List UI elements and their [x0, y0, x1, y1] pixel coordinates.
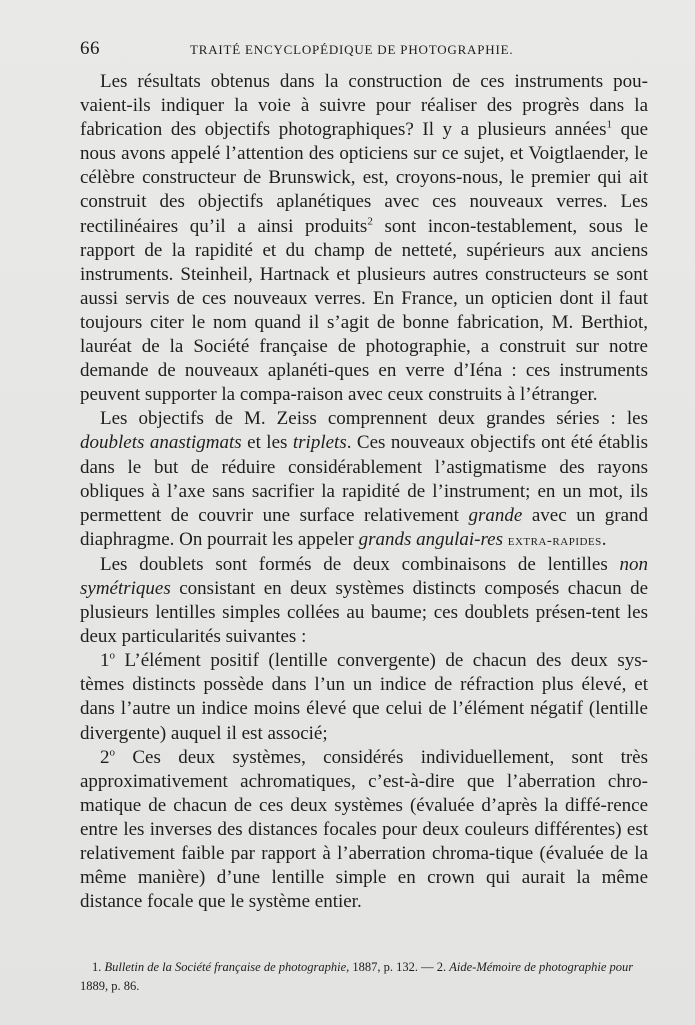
- footnotes: [80, 958, 648, 996]
- footnote-ref-2: 2: [367, 215, 373, 228]
- paragraph-5-text: Ces deux systèmes, considérés individuellement, sont très approximativement achromatiques, c’est-à-dire que l’aberration chro-matique de chacun de ces deux systèmes (évaluée d’après la diffé-rence entre les inverses des distances focales pour deux couleurs différentes) est relativement faible par rapport à l’aberration chroma-tique (évaluée de la même manière) d’une lentille simple en crown qui aurait la même distance focale que le système entier.: [80, 746, 648, 913]
- paragraph-5: [80, 746, 648, 915]
- page-number: 66: [80, 38, 100, 59]
- paragraph-2-text-b: et les: [241, 432, 293, 454]
- paragraph-2-text-c: . Ces nouveaux objectifs ont été établis dans le but de réduire considérablement l’astigmatisme des rayons obliques à l’axe sans sacrifier la rapidité de l’instrument; en un mot, ils permettent de couvrir une surface relativement: [80, 432, 648, 526]
- italic-non-symetriques: non symétriques: [80, 553, 648, 599]
- ordinal-mark-2: o: [109, 746, 115, 759]
- list-number-2: 2: [100, 746, 110, 768]
- paragraph-4-text: L’élément positif (lentille convergente) de chacun des deux sys-tèmes distincts possède dans l’un un indice de réfraction plus élevé, et dans l’autre un indice moins élevé que celui de l’élément négatif (lentille divergente) auquel il est associé;: [80, 650, 648, 744]
- italic-doublets-anastigmats: doublets anastigmats: [80, 432, 242, 454]
- paragraph-1-text-a: Les résultats obtenus dans la construction de ces instruments pou-vaient-ils indiquer la voie à suivre pour réaliser des progrès dans la fabrication des objectifs photographiques? Il y a plusieurs années: [80, 71, 648, 141]
- body-text: [80, 70, 648, 914]
- small-caps-extra-rapides: extra-rapides: [507, 532, 602, 549]
- paragraph-4: [80, 649, 648, 745]
- paragraph-2: [80, 407, 648, 553]
- footnote-2-rest: 1889, p. 86.: [80, 979, 140, 993]
- list-number-1: 1: [100, 650, 110, 672]
- paragraph-3-text-b: consistant en deux systèmes distincts composés chacun de plusieurs lentilles simples collées au baume; ces doublets présen-tent les deux particularités suivantes :: [80, 577, 648, 648]
- page-header: [80, 38, 650, 60]
- paragraph-2-text-a: Les objectifs de M. Zeiss comprennent deux grandes séries : les: [100, 408, 648, 430]
- footnote-1-number: 1.: [92, 960, 102, 974]
- paragraph-1-text-c: sont incon-testablement, sous le rapport de la rapidité et du champ de netteté, supérieurs aux anciens instruments. Steinheil, Hartnack et plusieurs autres constructeurs se sont aussi servis de ces nouveaux verres. En France, un opticien dont il faut toujours citer le nom quand il s’agit de bonne fabrication, M. Berthiot, lauréat de la Société française de photographie, a construit sur notre demande de nouveaux aplanéti-ques en verre d’Iéna : ces instruments peuvent supporter la compa-raison avec ceux construits à l’étranger.: [80, 215, 649, 406]
- paragraph-2-text-f: .: [601, 528, 607, 550]
- footnote-1-title: Bulletin de la Société française de photographie,: [104, 960, 350, 974]
- italic-grands-angulaires: grands angulai-res: [358, 528, 504, 550]
- footnote-1-rest: 1887, p. 132. — 2.: [349, 960, 447, 974]
- paragraph-1: [80, 70, 648, 407]
- footnote-2-title: Aide-Mémoire de photographie pour: [449, 960, 634, 974]
- italic-grande: grande: [468, 504, 523, 526]
- paragraph-1-text-b: que nous avons appelé l’attention des opticiens sur ce sujet, et Voigtlaender, le célèbre constructeur de Brunswick, est, croyons-nous, le premier qui ait construit des objectifs aplanétiques avec ces nouveaux verres. Les rectilinéaires qu’il a ainsi produits: [80, 119, 648, 237]
- italic-triplets: triplets: [292, 432, 347, 454]
- paragraph-2-text-d: avec un grand diaphragme. On pourrait les appeler: [80, 504, 648, 550]
- ordinal-mark-1: o: [109, 649, 115, 662]
- running-title: TRAITÉ ENCYCLOPÉDIQUE DE PHOTOGRAPHIE.: [190, 42, 514, 57]
- footnote-ref-1: 1: [606, 118, 612, 131]
- paragraph-3-text-a: Les doublets sont formés de deux combinaisons de lentilles: [100, 553, 620, 575]
- paragraph-3: [80, 553, 648, 649]
